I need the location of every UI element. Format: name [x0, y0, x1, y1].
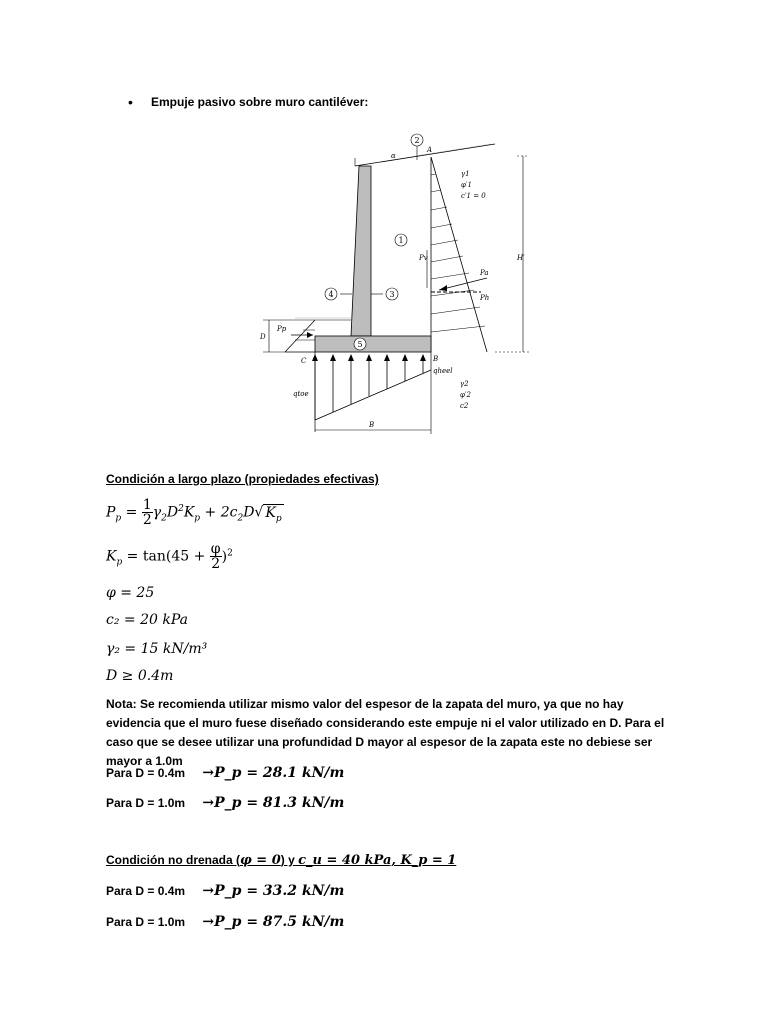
result-value: →P_p = 28.1 kN/m: [202, 765, 345, 781]
result2-row-1: [106, 883, 344, 899]
kp-formula: $K_p = \tan(45$ + $\frac{\varphi}{2}$ )$^2$: [106, 541, 233, 572]
label-phi1: φ′1: [461, 181, 472, 189]
result1-row-2: [106, 795, 344, 811]
result-label: Para D = 1.0m: [106, 796, 186, 810]
result-label: Para D = 0.4m: [106, 884, 186, 898]
gamma2-value: γ₂ = 15 kN/m³: [106, 641, 208, 657]
label-qtoe: qtoe: [293, 390, 309, 398]
result-label: Para D = 1.0m: [106, 915, 186, 929]
label-A: A: [427, 146, 433, 154]
label-phi2: φ′2: [460, 391, 471, 399]
label-n5: 5: [357, 340, 363, 349]
label-B: B: [433, 355, 439, 363]
bullet: •: [128, 94, 133, 110]
d-value: D ≥ 0.4m: [106, 668, 174, 684]
label-gamma1: γ1: [461, 170, 470, 178]
result2-row-2: [106, 914, 344, 930]
label-gamma2: γ2: [460, 380, 469, 388]
label-Pv: Pv: [419, 254, 428, 262]
label-D: D: [260, 333, 266, 341]
label-C: C: [301, 357, 307, 365]
result-value: →P_p = 81.3 kN/m: [202, 795, 345, 811]
phi-value: φ = 25: [106, 585, 155, 601]
section2-title: Condición no drenada (φ = 0) y c_u = 40 kPa, K_p = 1: [106, 853, 457, 868]
result-value: →P_p = 33.2 kN/m: [202, 883, 345, 899]
label-n3: 3: [389, 290, 395, 299]
section-heading: Empuje pasivo sobre muro cantiléver:: [151, 95, 369, 109]
label-qheel: qheel: [433, 367, 453, 375]
label-n2: 2: [414, 136, 420, 145]
label-alpha: α: [391, 152, 396, 160]
c2-value: c₂ = 20 kPa: [106, 612, 188, 628]
label-n4: 4: [328, 290, 334, 299]
label-Pp: Pp: [277, 325, 287, 333]
design-note: Nota: Se recomienda utilizar mismo valor del espesor de la zapata del muro, ya que no hay evidencia que el muro fuese diseñado considerando este empuje ni el valor utilizado en D. Para el caso que se desee utilizar una profundidad D mayor al espesor de la zapata este no debiese ser mayor a 1.0m: [106, 697, 665, 768]
result-value: →P_p = 87.5 kN/m: [202, 914, 345, 930]
label-Hprime: H′: [517, 254, 525, 262]
label-Ph: Ph: [480, 294, 490, 302]
section1-title: Condición a largo plazo (propiedades efectivas): [106, 472, 379, 486]
result1-row-1: [106, 765, 344, 781]
retaining-wall-diagram: [255, 130, 545, 440]
result-label: Para D = 0.4m: [106, 766, 186, 780]
label-Pa: Pa: [480, 269, 489, 277]
label-c2: c2: [460, 402, 469, 410]
label-B-dim: B: [369, 421, 375, 429]
label-n1: 1: [398, 236, 404, 245]
label-c1: c′1 = 0: [461, 192, 486, 200]
pp-formula: $P_p$ = $\frac{1}{2}$ $\gamma_2D^2K_p + 2c_2D√$ $K_p$: [106, 497, 282, 528]
